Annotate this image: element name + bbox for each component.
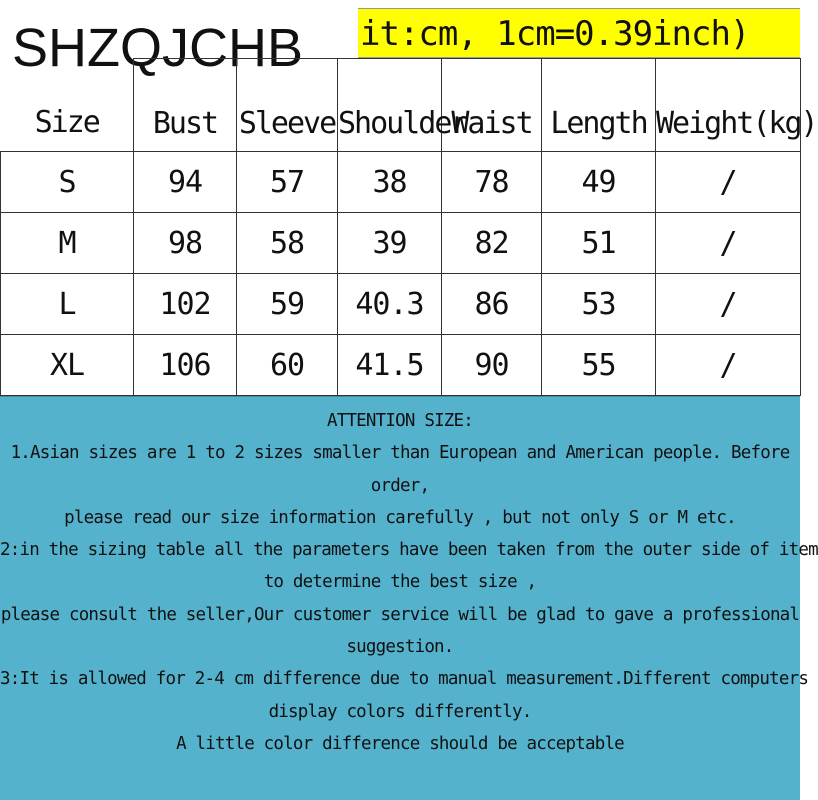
table-cell: 53 <box>542 274 656 335</box>
table-cell: 98 <box>134 213 237 274</box>
table-cell: 58 <box>237 213 338 274</box>
notice-line: 1.Asian sizes are 1 to 2 sizes smaller than European and American people. Before <box>10 443 790 464</box>
table-cell: 57 <box>237 152 338 213</box>
notice-line: display colors differently. <box>268 701 532 722</box>
attention-notice <box>0 396 818 800</box>
table-cell: / <box>656 152 801 213</box>
table-cell: 51 <box>542 213 656 274</box>
notice-line: 3:It is allowed for 2-4 cm difference due to manual measurement.Different computers <box>0 669 809 690</box>
table-cell: / <box>656 274 801 335</box>
notice-line: please read our size information carefully , but not only S or M etc. <box>64 507 736 528</box>
notice-line: please consult the seller,Our customer service will be glad to gave a professional <box>0 604 800 625</box>
column-header: Waist <box>442 59 542 152</box>
notice-line: order, <box>370 475 430 496</box>
table-cell: L <box>1 274 134 335</box>
size-chart-table <box>0 58 817 396</box>
table-cell: 49 <box>542 152 656 213</box>
column-header: Shoulder <box>338 59 442 152</box>
column-header: Length <box>542 59 656 152</box>
column-header: Weight(kg) <box>656 59 801 152</box>
notice-line: suggestion. <box>346 637 454 658</box>
table-cell: 40.3 <box>338 274 442 335</box>
table-cell: 39 <box>338 213 442 274</box>
table-cell: 94 <box>134 152 237 213</box>
column-header: Sleeve <box>237 59 338 152</box>
notice-line: to determine the best size , <box>263 572 537 593</box>
table-cell: 90 <box>442 335 542 396</box>
table-row <box>1 335 801 396</box>
table-cell: / <box>656 213 801 274</box>
table-cell: 86 <box>442 274 542 335</box>
column-header: Size <box>1 59 134 152</box>
table-cell: 55 <box>542 335 656 396</box>
table-cell: 59 <box>237 274 338 335</box>
table-cell: 102 <box>134 274 237 335</box>
table-cell: M <box>1 213 134 274</box>
table-cell: 106 <box>134 335 237 396</box>
table-row <box>1 274 801 335</box>
column-header: Bust <box>134 59 237 152</box>
table-row <box>1 152 801 213</box>
table-cell: 78 <box>442 152 542 213</box>
table-cell: 60 <box>237 335 338 396</box>
table-cell: XL <box>1 335 134 396</box>
table-cell: 38 <box>338 152 442 213</box>
attention-title: ATTENTION SIZE: <box>326 411 474 431</box>
table-header-row <box>1 59 801 152</box>
table-cell: 82 <box>442 213 542 274</box>
notice-line: 2:in the sizing table all the parameters have been taken from the outer side of item <box>0 540 818 561</box>
table-cell: / <box>656 335 801 396</box>
table-cell: S <box>1 152 134 213</box>
unit-note-banner: it:cm, 1cm=0.39inch) <box>358 8 800 58</box>
table-cell: 41.5 <box>338 335 442 396</box>
brand-logo-text: SHZQJCHB <box>0 0 358 96</box>
notice-line: A little color difference should be acceptable <box>176 733 624 754</box>
table-row <box>1 213 801 274</box>
